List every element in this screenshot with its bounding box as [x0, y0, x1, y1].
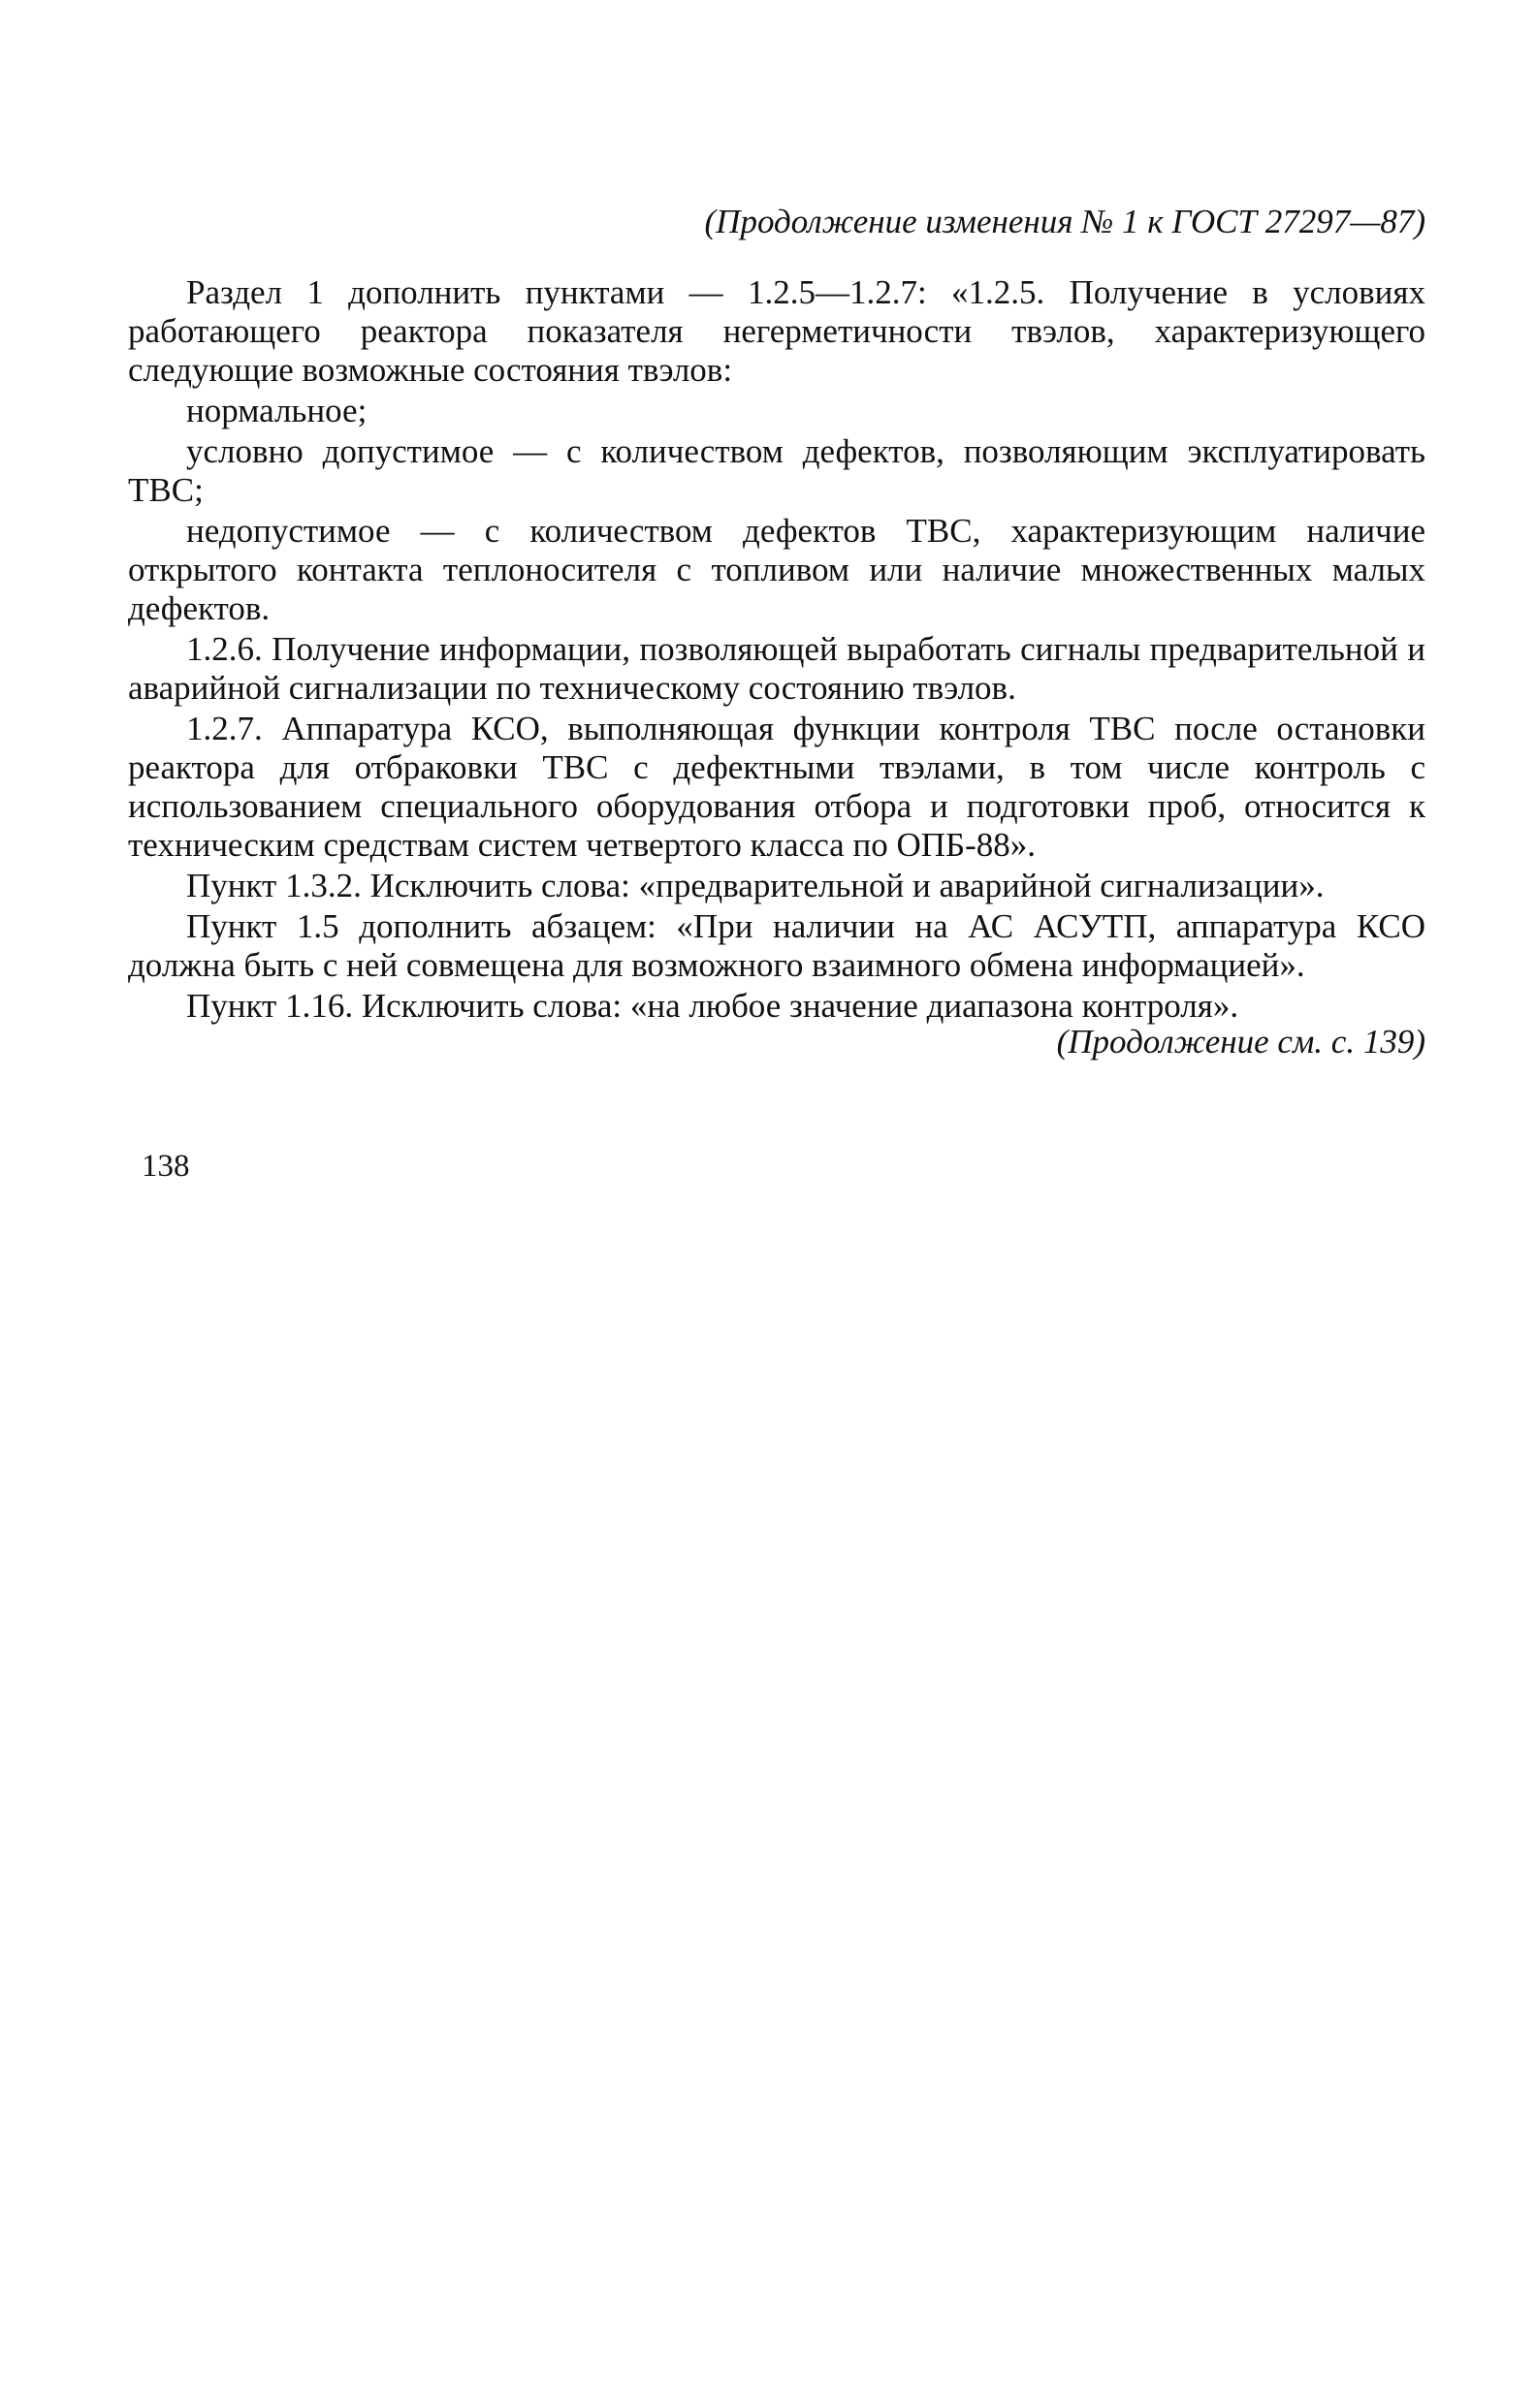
paragraph-1-2-6: 1.2.6. Получение информации, позволяющей выработать сигналы предварительной и аварийной сигнализации по техническому состоянию твэлов.	[128, 630, 1425, 707]
paragraph-1-2-7: 1.2.7. Аппаратура КСО, выполняющая функции контроля ТВС после остановки реактора для отбраковки ТВС с дефектными твэлами, в том числе контроль с использованием специального оборудования отбора и подготовки проб, относится к техническим средствам систем четвертого класса по ОПБ-88».	[128, 710, 1425, 864]
paragraph-1-3-2: Пункт 1.3.2. Исключить слова: «предварительной и аварийной сигнализации».	[186, 867, 1325, 904]
paragraph-unacceptable: недопустимое — с количеством дефектов ТВС, характеризующим наличие открытого контакта теплоносителя с топливом или наличие множественных малых дефектов.	[128, 512, 1425, 627]
document-body	[128, 273, 1425, 1026]
continuation-header: (Продолжение изменения № 1 к ГОСТ 27297—87)	[704, 203, 1425, 240]
paragraph-normal-state: нормальное;	[186, 392, 368, 429]
paragraph-section-addition: Раздел 1 дополнить пунктами — 1.2.5—1.2.7: «1.2.5. Получение в условиях работающего реактора показателя негерметичности твэлов, характеризующего следующие возможные состояния твэлов:	[128, 273, 1425, 389]
page-number: 138	[142, 1149, 190, 1184]
paragraph-1-16: Пункт 1.16. Исключить слова: «на любое значение диапазона контроля».	[186, 987, 1239, 1025]
paragraph-1-5: Пункт 1.5 дополнить абзацем: «При наличии на АС АСУТП, аппаратура КСО должна быть с ней совмещена для возможного взаимного обмена информацией».	[128, 907, 1425, 984]
continuation-note: (Продолжение см. с. 139)	[1056, 1023, 1425, 1061]
paragraph-conditionally-acceptable: условно допустимое — с количеством дефектов, позволяющим эксплуатировать ТВС;	[128, 432, 1425, 509]
